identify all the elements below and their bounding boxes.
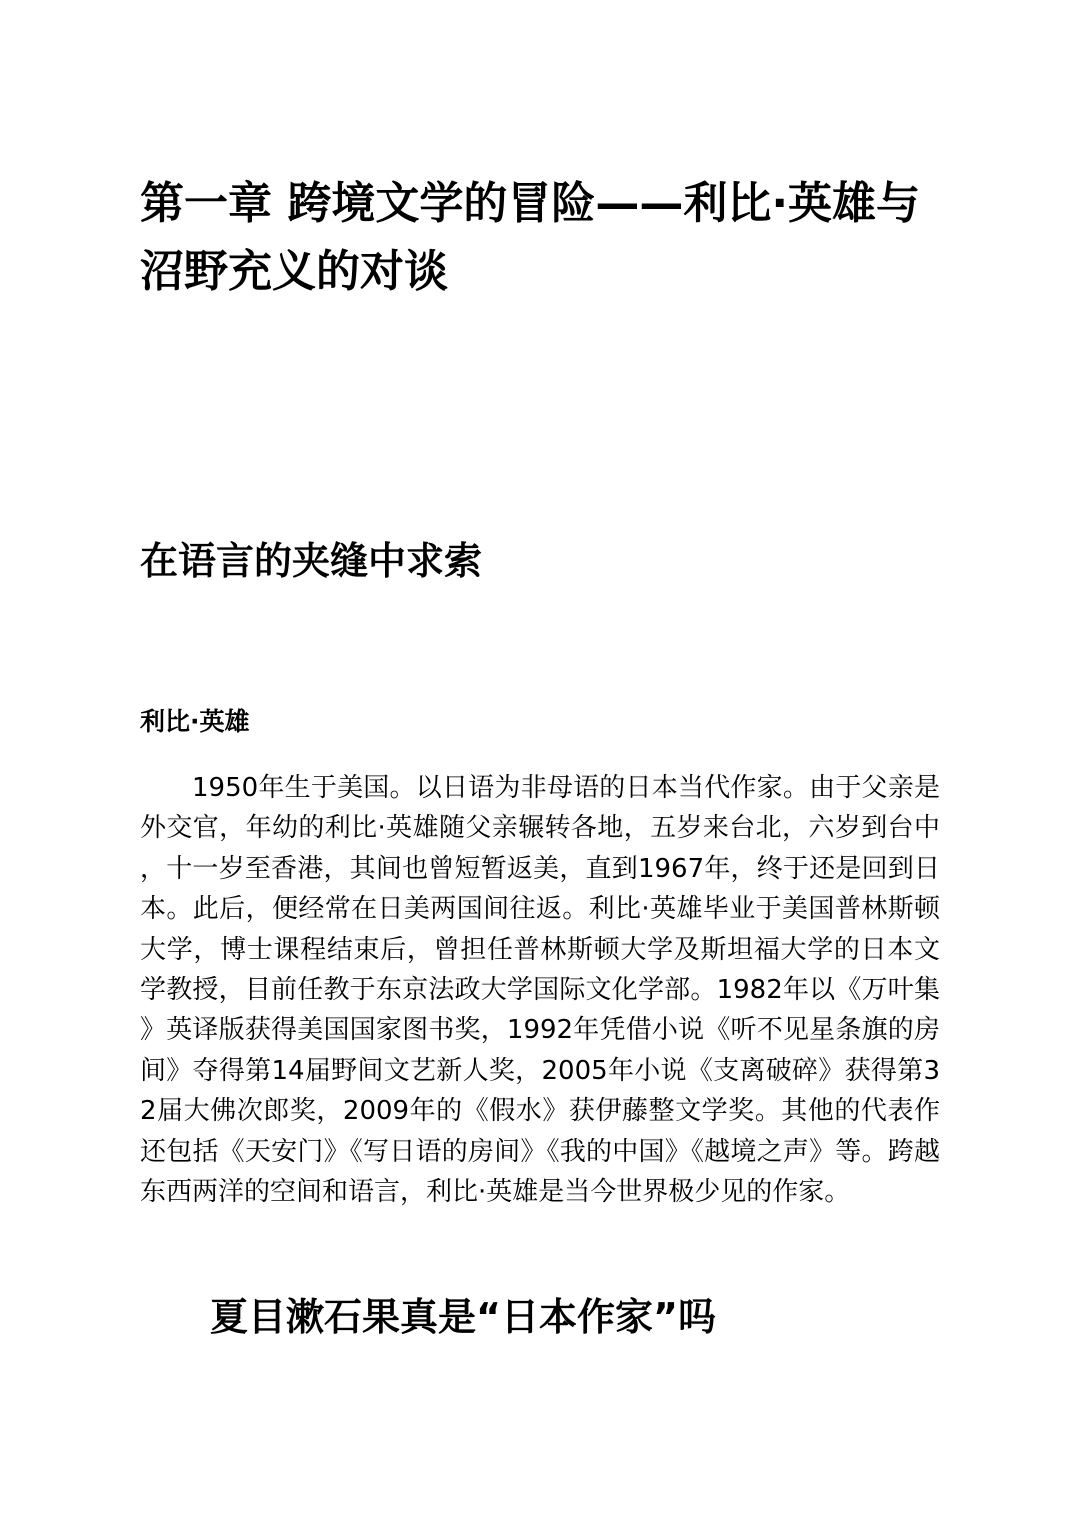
author-name-heading: 利比·英雄 — [140, 707, 250, 736]
section-title: 在语言的夹缝中求索 — [140, 539, 483, 583]
chapter-title: 第一章 跨境文学的冒险——利比·英雄与沼野充义的对谈 — [140, 178, 921, 297]
author-bio-paragraph: 1950年生于美国。以日语为非母语的日本当代作家。由于父亲是外交官，年幼的利比·英雄随父亲辗转各地，五岁来台北，六岁到台中，十一岁至香港，其间也曾短暂返美，直到1967年，终于还是回到日本。此后，便经常在日美两国间往返。利比·英雄毕业于美国普林斯顿大学，博士课程结束后，曾担任普林斯顿大学及斯坦福大学的日本文学教授，目前任教于东京法政大学国际文化学部。1982年以《万叶集》英译版获得美国国家图书奖，1992年凭借小说《听不见星条旗的房间》夺得第14届野间文艺新人奖，2005年小说《支离破碎》获得第32届大佛次郎奖，2009年的《假水》获伊藤整文学奖。其他的代表作还包括《天安门》《写日语的房间》《我的中国》《越境之声》等。跨越东西两洋的空间和语言，利比·英雄是当今世界极少见的作家。 — [140, 773, 940, 1208]
subsection-title: 夏目漱石果真是“日本作家”吗 — [210, 1295, 716, 1339]
